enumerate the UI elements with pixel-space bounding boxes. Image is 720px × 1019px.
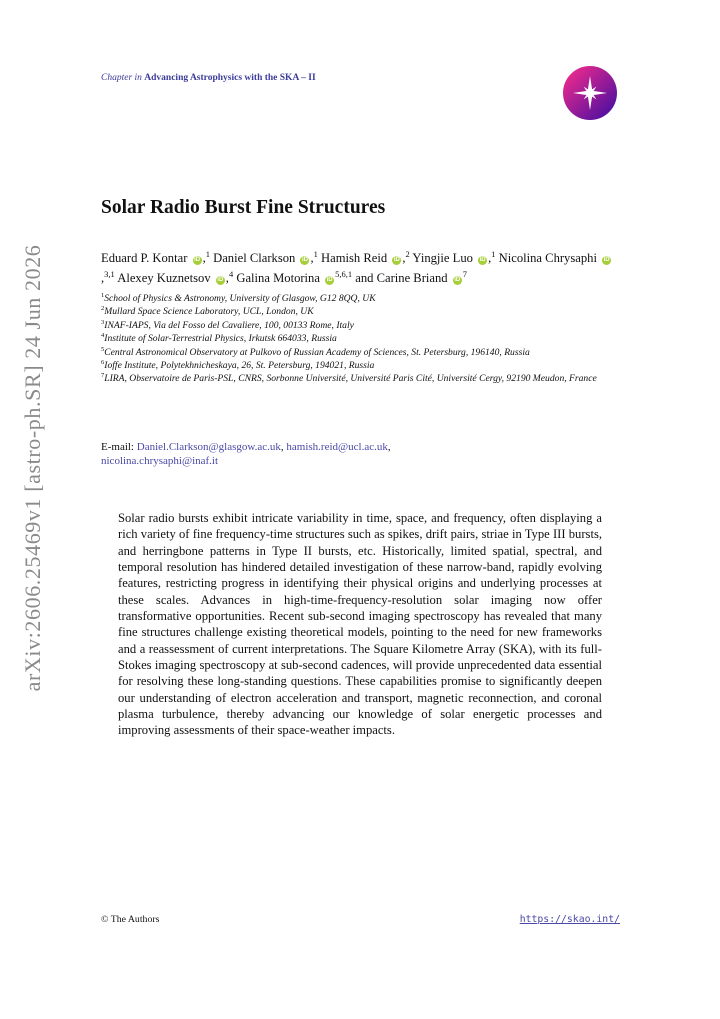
orcid-icon[interactable]: iD — [454, 277, 461, 283]
affiliation — [101, 346, 616, 359]
author-name: Alexey Kuznetsov — [117, 271, 211, 285]
affiliation-text: Ioffe Institute, Polytekhnicheskaya, 26, St. Petersburg, 194021, Russia — [104, 360, 375, 372]
affiliation — [101, 305, 616, 318]
email-block: E-mail: Daniel.Clarkson@glasgow.ac.uk, hamish.reid@ucl.ac.uk, nicolina.chrysaphi@inaf.it — [101, 441, 391, 467]
affiliation-number: 2 — [101, 305, 105, 313]
author-affiliation-marker: 7 — [462, 268, 467, 279]
orcid-icon[interactable]: iD — [194, 257, 201, 263]
footer-url-link[interactable]: https://skao.int/ — [519, 914, 620, 925]
author-affiliation-marker: 1 — [491, 248, 496, 259]
author-name: Daniel Clarkson — [213, 251, 296, 265]
orcid-icon[interactable]: iD — [301, 257, 308, 263]
affiliation-text: Institute of Solar-Terrestrial Physics, Irkutsk 664033, Russia — [104, 333, 337, 345]
affiliation-text: School of Physics & Astronomy, University of Glasgow, G12 8QQ, UK — [104, 293, 376, 304]
arxiv-stamp — [12, 244, 54, 692]
author: Yingjie Luo iD ,$^1$ — [412, 248, 496, 265]
orcid-icon[interactable]: iD — [479, 257, 486, 263]
author-affiliation-marker: 1 — [313, 248, 318, 259]
affiliation-number: 6 — [101, 358, 105, 366]
author-affiliation-marker: 5,6,1 — [335, 268, 353, 279]
chapter-prefix: Chapter in — [101, 73, 142, 83]
author-list — [101, 248, 621, 288]
affiliation-number: 7 — [101, 372, 105, 380]
author-name: Galina Motorina — [236, 271, 320, 285]
affiliation — [101, 292, 616, 305]
author-name: Yingjie Luo — [412, 251, 473, 265]
orcid-icon[interactable]: iD — [326, 277, 333, 283]
email-link-chrysaphi[interactable]: nicolina.chrysaphi@inaf.it — [101, 455, 219, 467]
author-name: Hamish Reid — [321, 251, 388, 265]
author-name: Eduard P. Kontar — [101, 251, 188, 265]
ska-star-logo-icon — [563, 66, 617, 120]
copyright: © The Authors — [101, 914, 160, 925]
arxiv-id: arXiv:2606.25469v1 [astro-ph.SR] 24 Jun 2026 — [20, 244, 45, 692]
author-name: Carine Briand — [376, 271, 448, 285]
author: Alexey Kuznetsov iD ,$^4$ — [117, 268, 234, 285]
affiliation-list — [101, 292, 616, 386]
author-name: Nicolina Chrysaphi — [498, 251, 597, 265]
author-conjunction: and — [352, 271, 377, 285]
orcid-icon[interactable]: iD — [603, 257, 610, 263]
affiliation-number: 3 — [101, 318, 105, 326]
orcid-icon[interactable]: iD — [217, 277, 224, 283]
orcid-icon[interactable]: iD — [393, 257, 400, 263]
book-title: Advancing Astrophysics with the SKA – II — [144, 73, 316, 83]
author: Eduard P. Kontar iD ,$^1$ — [101, 248, 210, 265]
chapter-header — [101, 73, 316, 83]
paper-title: Solar Radio Burst Fine Structures — [101, 197, 386, 218]
affiliation-number: 1 — [101, 291, 105, 299]
author-affiliation-marker: 3,1 — [104, 268, 115, 279]
affiliation-text: LIRA, Observatoire de Paris-PSL, CNRS, Sorbonne Université, Université Paris Cité, Université Cergy, 92190 Meudon, France — [104, 373, 597, 385]
affiliation — [101, 319, 616, 332]
email-link-reid[interactable]: hamish.reid@ucl.ac.uk — [286, 441, 388, 453]
affiliation — [101, 372, 616, 385]
affiliation-number: 5 — [101, 345, 105, 353]
author: Hamish Reid iD ,$^2$ — [321, 248, 410, 265]
affiliation — [101, 332, 616, 345]
email-link-clarkson[interactable]: Daniel.Clarkson@glasgow.ac.uk — [136, 441, 281, 453]
author-affiliation-marker: 4 — [228, 268, 234, 279]
email-label: E-mail: — [101, 441, 134, 453]
author: Daniel Clarkson iD ,$^1$ — [213, 248, 318, 265]
author — [376, 268, 467, 285]
affiliation-text: INAF-IAPS, Via del Fosso del Cavaliere, 100, 00133 Rome, Italy — [104, 319, 354, 331]
author: Nicolina Chrysaphi iD,$^{3,1}$ — [101, 251, 610, 285]
affiliation-number: 4 — [101, 332, 105, 340]
abstract: Solar radio bursts exhibit intricate variability in time, space, and frequency, often displaying a rich variety of fine frequency-time structures such as spikes, drift pairs, striae in Type III bursts, and herringbone patterns in Type II bursts, etc. Historically, limited spatial, spectral, and temporal resolution has hindered detailed investigation of these narrow-band, rapidly evolving features, restricting progress in identifying their physical origins and underlying processes at these scales. Advances in high-time-frequency-resolution solar imaging now offer transformative opportunities. Recent sub-second imaging spectroscopy has revealed that many fine structures challenge existing theoretical models, pointing to the need for new frameworks and a reassessment of current interpretations. The Square Kilometre Array (SKA), with its full-Stokes imaging spectroscopy at sub-second cadences, will provide unprecedented data essential for resolving these long-standing questions. These capabilities promise to significantly deepen our understanding of electron acceleration and transport, magnetic reconnection, and coronal plasma turbulence, thereby advancing our knowledge of solar energetic processes and improving assessments of their space-weather impacts. — [118, 511, 602, 738]
affiliation — [101, 359, 616, 372]
affiliation-text: Mullard Space Science Laboratory, UCL, London, UK — [104, 306, 314, 318]
author-affiliation-marker: 1 — [205, 248, 210, 259]
author-affiliation-marker: 2 — [405, 248, 410, 259]
author — [236, 268, 353, 285]
affiliation-text: Central Astronomical Observatory at Pulkovo of Russian Academy of Sciences, St. Petersburg, 196140, Russia — [104, 346, 530, 358]
